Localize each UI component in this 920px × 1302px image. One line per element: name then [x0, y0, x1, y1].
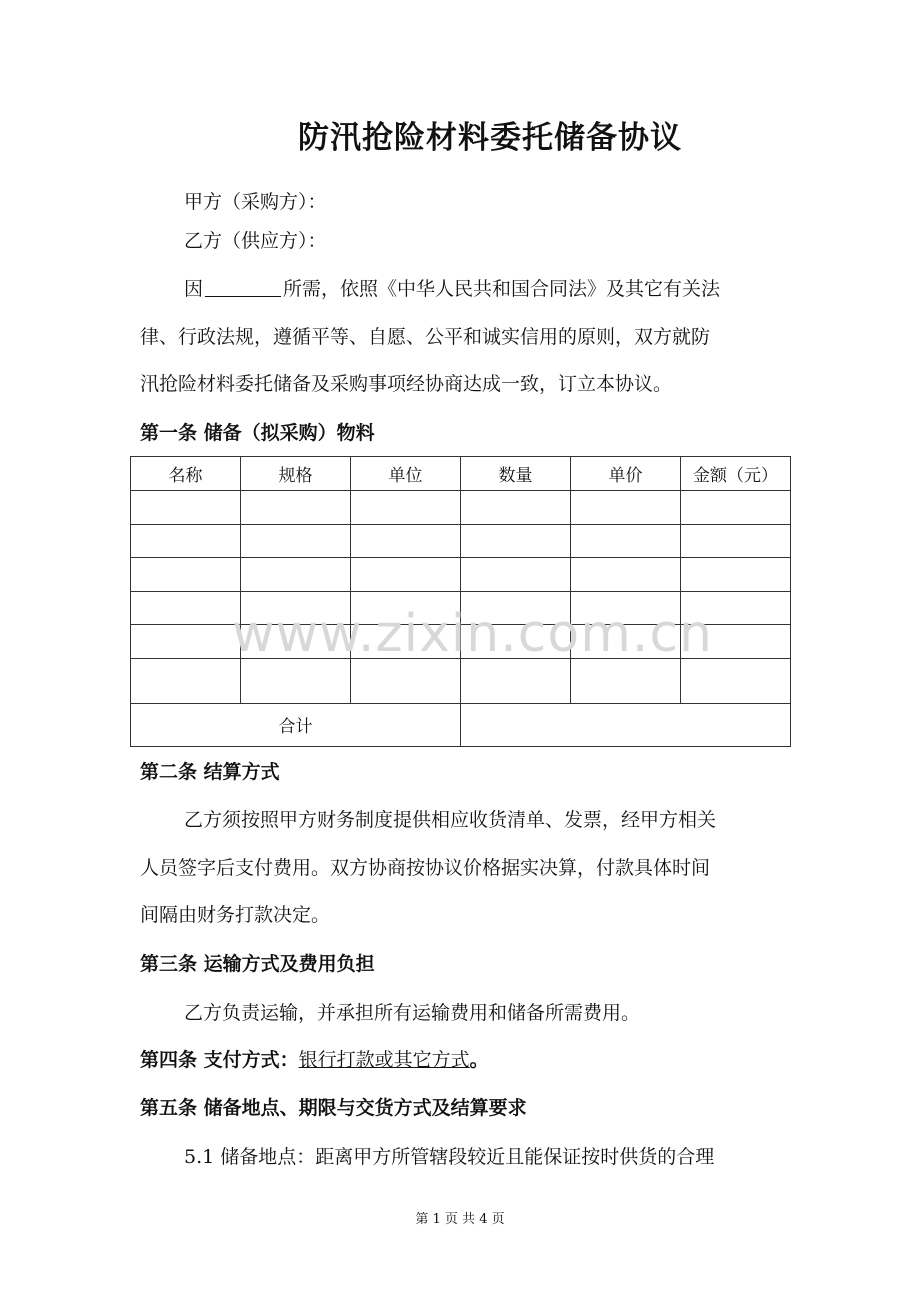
table-cell [681, 491, 791, 525]
table-cell [241, 524, 351, 558]
article-1-heading: 第一条 储备（拟采购）物料 [140, 422, 375, 444]
table-row [131, 658, 791, 703]
article-3-heading: 第三条 运输方式及费用负担 [140, 953, 375, 975]
table-cell [241, 658, 351, 703]
table-cell [131, 591, 241, 625]
table-cell [571, 491, 681, 525]
column-header-unit: 单位 [351, 457, 461, 491]
table-cell [571, 524, 681, 558]
party-a-line: 甲方（采购方）： [184, 191, 327, 213]
article-4-heading: 第四条 支付方式： [140, 1049, 299, 1071]
table-header-row [131, 457, 791, 491]
table-cell [131, 491, 241, 525]
document-title: 防汛抢险材料委托储备协议 [298, 120, 682, 156]
preamble-line-1-text: 所需，依照《中华人民共和国合同法》及其它有关法 [283, 278, 721, 300]
article-4-line [140, 1048, 790, 1072]
column-header-quantity: 数量 [461, 457, 571, 491]
table-cell [241, 491, 351, 525]
table-cell [571, 658, 681, 703]
article-5-heading: 第五条 储备地点、期限与交货方式及结算要求 [140, 1097, 527, 1119]
preamble-line-1 [184, 277, 790, 301]
fill-in-blank [205, 278, 281, 297]
table-cell [461, 524, 571, 558]
column-header-unit-price: 单价 [571, 457, 681, 491]
table-cell [351, 558, 461, 592]
table-cell [461, 658, 571, 703]
table-cell [681, 658, 791, 703]
table-cell [351, 524, 461, 558]
table-cell [131, 558, 241, 592]
table-cell [461, 491, 571, 525]
column-header-amount: 金额（元） [681, 457, 791, 491]
table-cell [681, 524, 791, 558]
party-b-line: 乙方（供应方）： [184, 230, 327, 252]
table-cell [461, 558, 571, 592]
payment-method-value: 银行打款或其它方式 [298, 1049, 470, 1071]
table-cell [351, 658, 461, 703]
article-2-line-3: 间隔由财务打款决定。 [140, 904, 331, 926]
page-footer: 第 1 页 共 4 页 [415, 1212, 505, 1227]
preamble-line-3: 汛抢险材料委托储备及采购事项经协商达成一致，订立本协议。 [140, 373, 673, 395]
article-2-heading: 第二条 结算方式 [140, 761, 280, 783]
total-label-cell: 合计 [131, 703, 461, 746]
total-value-cell [461, 703, 791, 746]
table-total-row [131, 703, 791, 746]
table-cell [241, 558, 351, 592]
table-row [131, 491, 791, 525]
article-5-line-1: 5.1 储备地点：距离甲方所管辖段较近且能保证按时供货的合理 [184, 1146, 715, 1168]
preamble-prefix: 因 [184, 278, 204, 300]
table-cell [131, 658, 241, 703]
table-cell [131, 625, 241, 659]
table-cell [681, 558, 791, 592]
table-cell [571, 558, 681, 592]
materials-table [130, 456, 791, 747]
column-header-name: 名称 [131, 457, 241, 491]
article-2-line-1: 乙方须按照甲方财务制度提供相应收货清单、发票，经甲方相关 [184, 809, 717, 831]
article-2-line-2: 人员签字后支付费用。双方协商按协议价格据实决算，付款具体时间 [140, 857, 711, 879]
watermark: www.zixin.com.cn [232, 604, 713, 664]
table-cell [131, 524, 241, 558]
table-row [131, 524, 791, 558]
article-3-line: 乙方负责运输，并承担所有运输费用和储备所需费用。 [184, 1002, 641, 1024]
table-row [131, 558, 791, 592]
column-header-spec: 规格 [241, 457, 351, 491]
table-cell [351, 491, 461, 525]
preamble-line-2: 律、行政法规，遵循平等、自愿、公平和诚实信用的原则，双方就防 [140, 326, 711, 348]
article-4-end: 。 [469, 1049, 489, 1071]
